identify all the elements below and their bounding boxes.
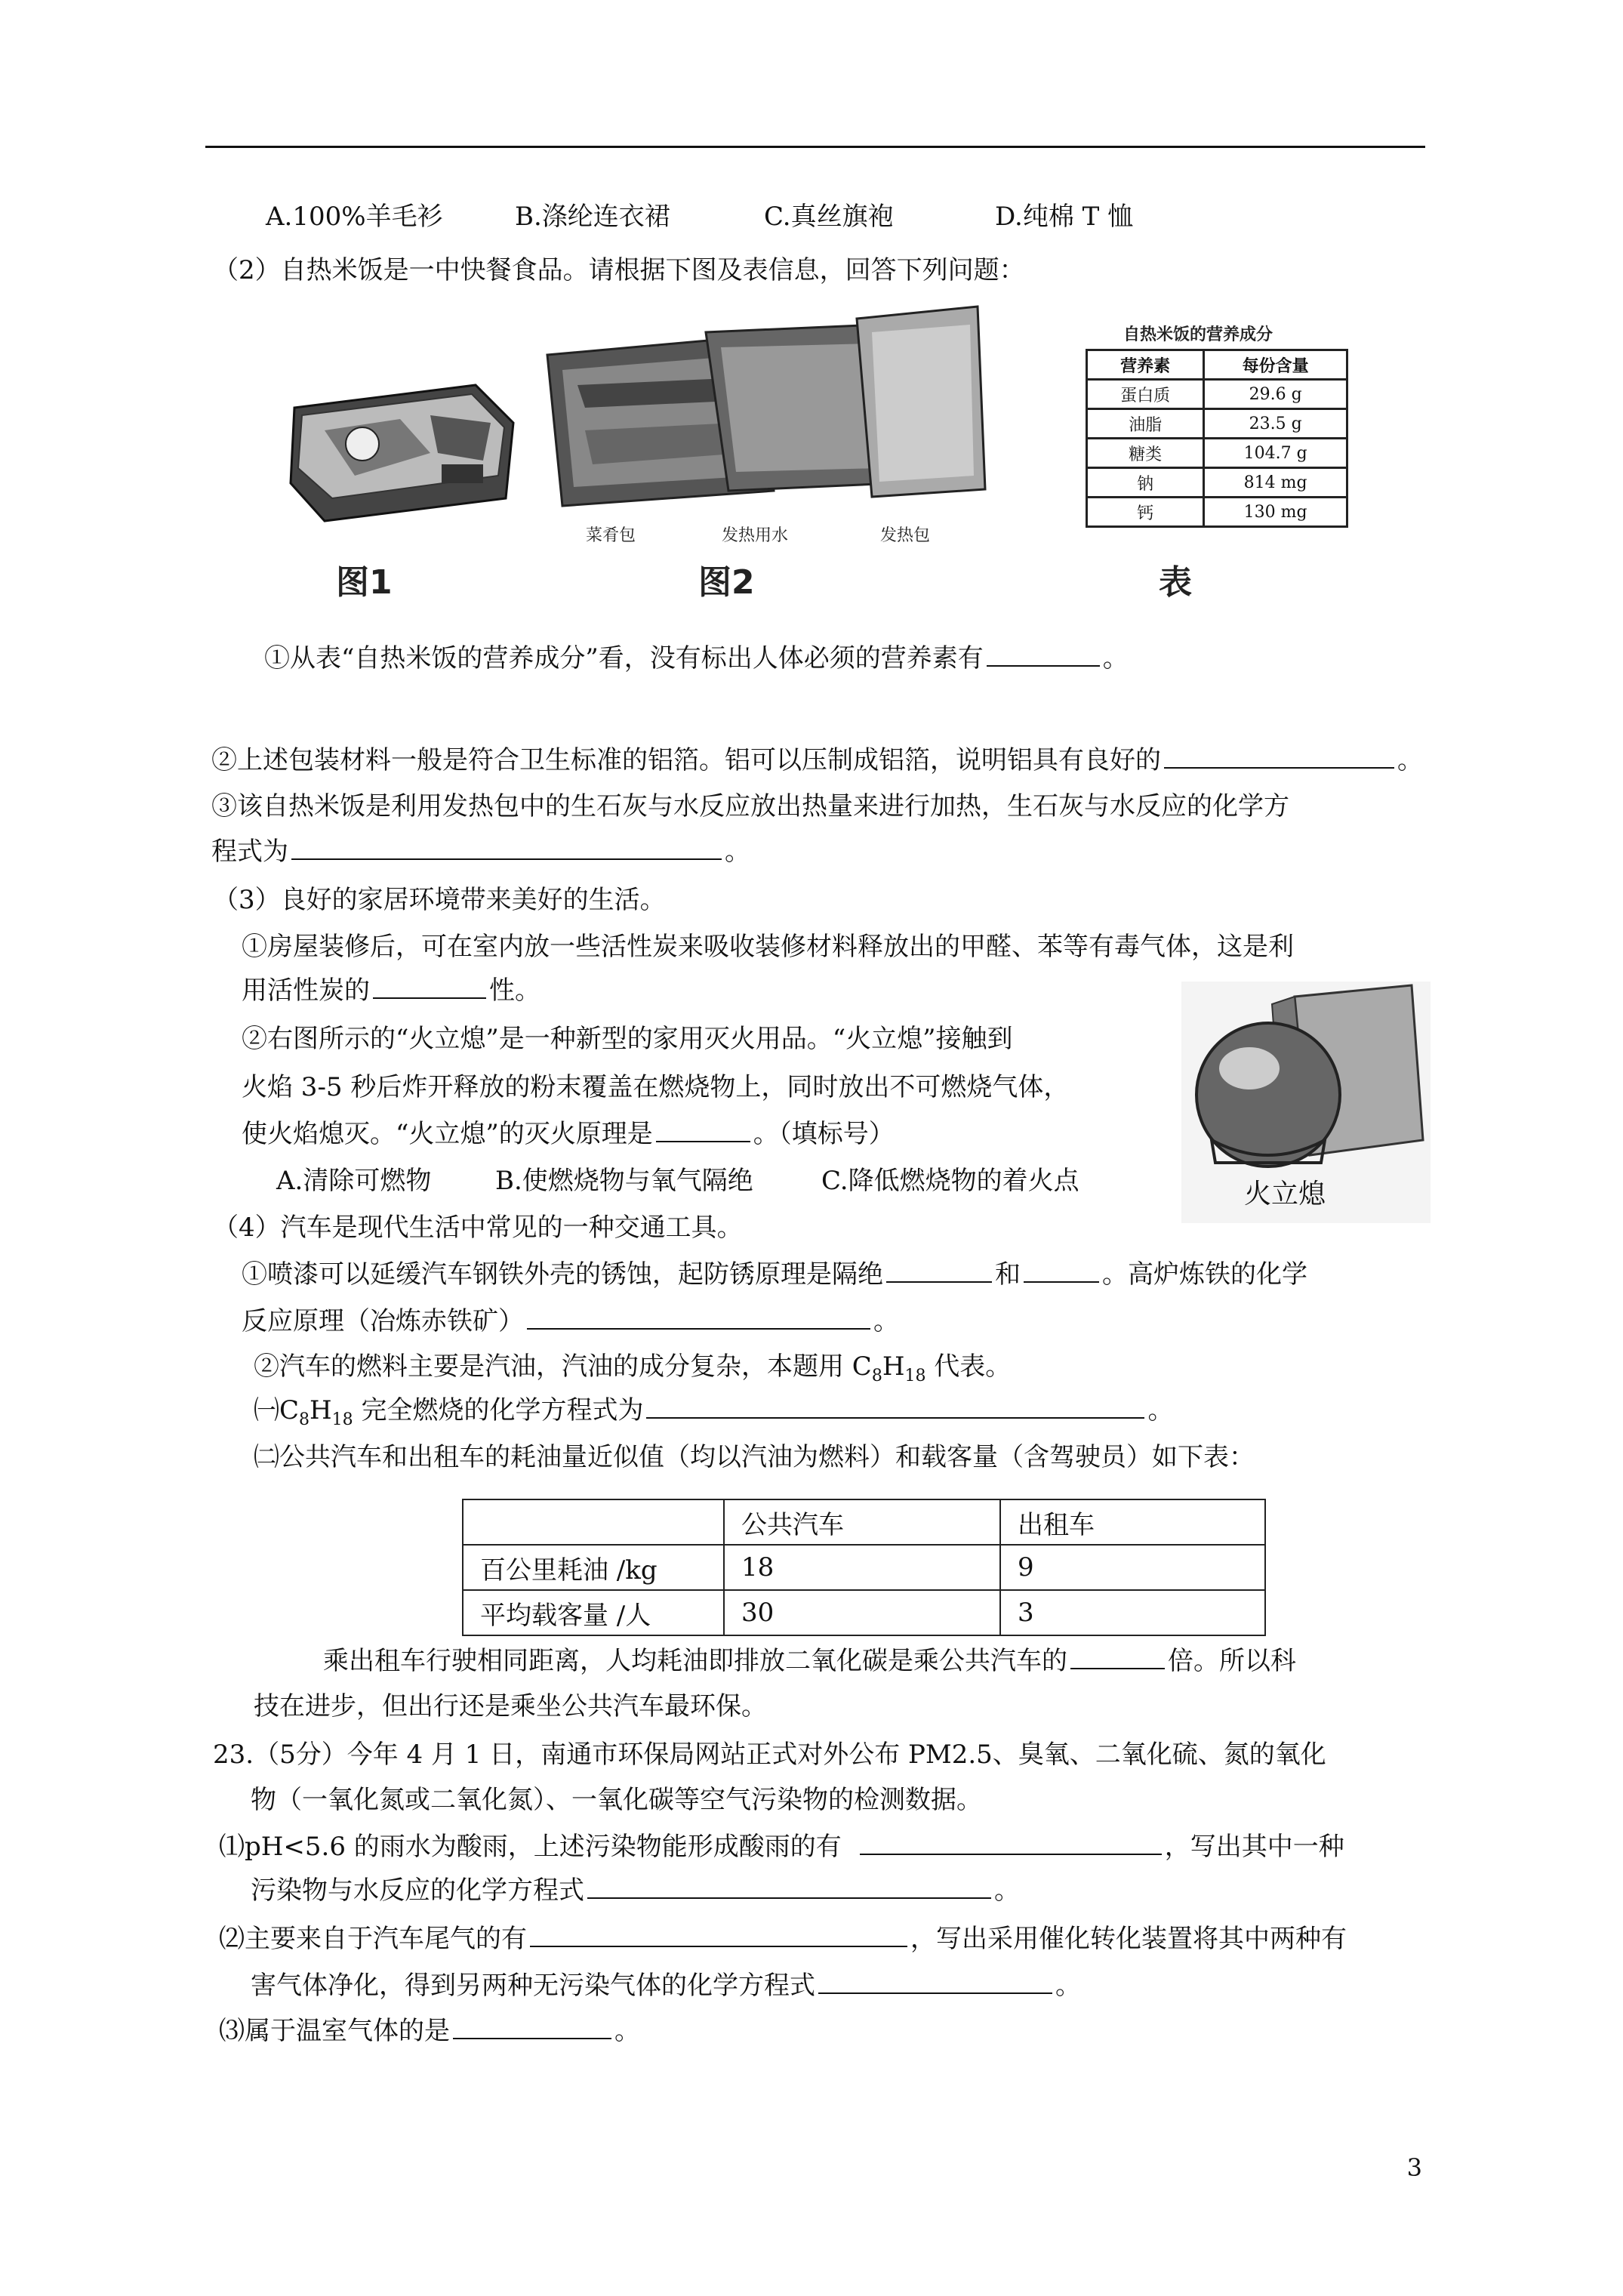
q3-options xyxy=(276,1164,1079,1197)
option-b: B.涤纶连衣裙 xyxy=(515,202,670,232)
answer-blank[interactable] xyxy=(1070,1645,1165,1669)
answer-blank[interactable] xyxy=(886,1259,992,1283)
q2-intro: （2）自热米饭是一中快餐食品。请根据下图及表信息，回答下列问题： xyxy=(213,255,1025,285)
figure-1-caption: 图1 xyxy=(336,563,393,602)
taxi-value: 9 xyxy=(1000,1545,1265,1590)
q23-title-a: 23.（5分）今年 4 月 1 日，南通市环保局网站正式对外公布 PM2.5、臭氧、二氧化硫、氮的氧化 xyxy=(213,1740,1326,1770)
q4-conclusion-a xyxy=(323,1644,1296,1678)
nutrient-name: 蛋白质 xyxy=(1087,380,1204,409)
nutrient-amount: 29.6 g xyxy=(1204,380,1347,409)
fuel-consumption-table xyxy=(462,1499,1266,1636)
bus-value: 18 xyxy=(724,1545,1000,1590)
header-bus: 公共汽车 xyxy=(724,1499,1000,1545)
answer-blank[interactable] xyxy=(987,643,1100,667)
q3-s2c xyxy=(242,1117,895,1151)
option-a: A.100%羊毛衫 xyxy=(266,202,443,232)
subscript: 18 xyxy=(904,1366,926,1385)
page-number: 3 xyxy=(1406,2153,1422,2182)
answer-blank[interactable] xyxy=(527,1305,870,1330)
q2-s2-text: ②上述包装材料一般是符合卫生标准的铝箔。铝可以压制成铝箔，说明铝具有良好的 xyxy=(211,745,1161,775)
q4-conclusion-end: 倍。所以科 xyxy=(1168,1646,1296,1676)
q23-p2b xyxy=(251,1969,1081,2002)
nutrition-table xyxy=(1086,349,1348,528)
answer-blank[interactable] xyxy=(646,1395,1144,1419)
q23-title-b: 物（一氧化氮或二氧化氮）、一氧化碳等空气污染物的检测数据。 xyxy=(251,1785,982,1815)
answer-blank[interactable] xyxy=(373,975,486,999)
header-rule xyxy=(205,146,1425,148)
nutrient-name: 钠 xyxy=(1087,468,1204,498)
q4-s1a-text: ①喷漆可以延缓汽车钢铁外壳的锈蚀，起防锈原理是隔绝 xyxy=(242,1259,883,1290)
q3-option-b: B.使燃烧物与氧气隔绝 xyxy=(495,1166,753,1196)
q4-s2-pre: ②汽车的燃料主要是汽油，汽油的成分复杂，本题用 C xyxy=(254,1351,872,1382)
q3-s2c-text: 使火焰熄灭。“火立熄”的灭火原理是 xyxy=(242,1119,653,1149)
q23-p1b-end: 。 xyxy=(994,1875,1020,1906)
answer-blank[interactable] xyxy=(1024,1259,1099,1283)
q3-s1b xyxy=(242,974,540,1007)
q4-s2a xyxy=(254,1394,1173,1437)
q3-s1-end: 性。 xyxy=(489,975,540,1006)
q2-s3a: ③该自热米饭是利用发热包中的生石灰与水反应放出热量来进行加热，生石灰与水反应的化学方 xyxy=(211,791,1289,821)
table-caption: 表 xyxy=(1159,563,1192,602)
label-dish-pack: 菜肴包 xyxy=(586,526,636,545)
q4-s2a-text: 完全燃烧的化学方程式为 xyxy=(353,1395,644,1425)
q4-conclusion-text: 乘出租车行驶相同距离，人均耗油即排放二氧化碳是乘公共汽车的 xyxy=(323,1646,1067,1676)
answer-blank[interactable] xyxy=(818,1970,1052,1994)
q4-s1b xyxy=(242,1305,899,1338)
fire-ball-caption: 火立熄 xyxy=(1244,1179,1326,1210)
q23-p3 xyxy=(219,2014,640,2048)
q23-p1a-end: ，写出其中一种 xyxy=(1164,1832,1344,1862)
figure-2-packets xyxy=(532,302,989,529)
nutrient-amount: 104.7 g xyxy=(1204,439,1347,468)
header-taxi: 出租车 xyxy=(1000,1499,1265,1545)
nutrient-amount: 130 mg xyxy=(1204,498,1347,527)
q23-p1b xyxy=(251,1874,1020,1907)
q23-p3-text: ⑶属于温室气体的是 xyxy=(219,2016,450,2046)
table-row xyxy=(1087,409,1347,439)
q4-s1b-text: 反应原理（冶炼赤铁矿） xyxy=(242,1306,524,1336)
header-nutrient: 营养素 xyxy=(1087,350,1204,380)
q4-and: 和 xyxy=(995,1259,1021,1290)
q23-p2b-text: 害气体净化，得到另两种无污染气体的化学方程式 xyxy=(251,1971,815,2001)
subscript: 8 xyxy=(299,1410,310,1429)
q2-s1-end: 。 xyxy=(1102,643,1129,673)
bus-value: 30 xyxy=(724,1590,1000,1635)
answer-blank[interactable] xyxy=(530,1923,907,1947)
answer-blank[interactable] xyxy=(291,836,722,860)
row-label: 百公里耗油 /kg xyxy=(463,1545,724,1590)
q2-s1 xyxy=(264,642,1129,675)
table-row xyxy=(1087,468,1347,498)
q23-p1a xyxy=(219,1830,1344,1863)
q3-option-c: C.降低燃烧物的着火点 xyxy=(821,1166,1079,1196)
q3-s1b-text: 用活性炭的 xyxy=(242,975,370,1006)
nutrient-name: 钙 xyxy=(1087,498,1204,527)
q3-s2b: 火焰 3-5 秒后炸开释放的粉末覆盖在燃烧物上，同时放出不可燃烧气体， xyxy=(242,1072,1070,1102)
q3-s2c-end: 。（填标号） xyxy=(753,1119,895,1149)
q23-p1a-text: ⑴pH<5.6 的雨水为酸雨，上述污染物能形成酸雨的有 xyxy=(219,1832,842,1862)
q23-p3-end: 。 xyxy=(614,2016,640,2046)
q4-s2a-h: H xyxy=(310,1395,332,1425)
option-c: C.真丝旗袍 xyxy=(764,202,894,232)
q1-options xyxy=(266,200,1133,233)
figure-2-caption: 图2 xyxy=(698,563,755,602)
nutrient-amount: 814 mg xyxy=(1204,468,1347,498)
subscript: 18 xyxy=(331,1410,353,1429)
q23-p2a-text: ⑵主要来自于汽车尾气的有 xyxy=(219,1924,527,1954)
label-heating-water: 发热用水 xyxy=(722,526,789,545)
q3-s2a: ②右图所示的“火立熄”是一种新型的家用灭火用品。“火立熄”接触到 xyxy=(242,1024,1013,1054)
q2-s1-text: ①从表“自热米饭的营养成分”看，没有标出人体必须的营养素有 xyxy=(264,643,984,673)
table-row xyxy=(463,1545,1265,1590)
header-empty xyxy=(463,1499,724,1545)
option-d: D.纯棉 T 恤 xyxy=(995,202,1134,232)
q4-s2-mid: H xyxy=(882,1351,905,1382)
nutrient-name: 油脂 xyxy=(1087,409,1204,439)
q4-s2-post: 代表。 xyxy=(925,1351,1012,1382)
q2-s2 xyxy=(211,744,1423,777)
nutrition-table-title: 自热米饭的营养成分 xyxy=(1123,325,1273,344)
table-row xyxy=(1087,498,1347,527)
q3-intro: （3）良好的家居环境带来美好的生活。 xyxy=(213,885,666,915)
subscript: 8 xyxy=(871,1366,882,1385)
answer-blank[interactable] xyxy=(860,1831,1162,1855)
q3-s1a: ①房屋装修后，可在室内放一些活性炭来吸收装修材料释放出的甲醛、苯等有毒气体，这是利 xyxy=(242,932,1294,962)
nutrient-name: 糖类 xyxy=(1087,439,1204,468)
nutrient-amount: 23.5 g xyxy=(1204,409,1347,439)
header-amount: 每份含量 xyxy=(1204,350,1347,380)
table-header-row xyxy=(1087,350,1347,380)
q4-s2 xyxy=(254,1350,1011,1393)
table-header-row xyxy=(463,1499,1265,1545)
answer-blank[interactable] xyxy=(656,1118,750,1142)
q4-s1a xyxy=(242,1258,1307,1291)
q2-s3-end: 。 xyxy=(725,837,750,867)
row-label: 平均载客量 /人 xyxy=(463,1590,724,1635)
table-row xyxy=(1087,380,1347,409)
q4-s2b: ㈡公共汽车和出租车的耗油量近似值（均以汽油为燃料）和载客量（含驾驶员）如下表： xyxy=(254,1442,1255,1472)
q4-s2a-end: 。 xyxy=(1147,1395,1174,1425)
q23-p2a xyxy=(219,1922,1347,1955)
q4-intro: （4）汽车是现代生活中常见的一种交通工具。 xyxy=(213,1213,743,1243)
q4-conclusion-b: 技在进步，但出行还是乘坐公共汽车最环保。 xyxy=(254,1691,767,1721)
q2-s3b-text: 程式为 xyxy=(211,837,288,867)
q2-s2-end: 。 xyxy=(1397,745,1423,775)
q4-s2a-pre: ㈠C xyxy=(254,1395,300,1425)
q2-s3b xyxy=(211,835,750,868)
q23-p2b-end: 。 xyxy=(1055,1971,1081,2001)
answer-blank[interactable] xyxy=(453,2015,611,2039)
answer-blank[interactable] xyxy=(587,1875,991,1899)
q23-p1b-text: 污染物与水反应的化学方程式 xyxy=(251,1875,584,1906)
taxi-value: 3 xyxy=(1000,1590,1265,1635)
table-row xyxy=(463,1590,1265,1635)
label-heating-pack: 发热包 xyxy=(880,526,931,545)
table-row xyxy=(1087,439,1347,468)
q4-s1b-end: 。 xyxy=(873,1306,899,1336)
answer-blank[interactable] xyxy=(1164,744,1394,769)
q4-s1a-end: 。高炉炼铁的化学 xyxy=(1102,1259,1307,1290)
figure-1-rice-box xyxy=(279,355,521,536)
q23-p2a-end: ，写出采用催化转化装置将其中两种有 xyxy=(910,1924,1347,1954)
q3-option-a: A.清除可燃物 xyxy=(276,1166,432,1196)
